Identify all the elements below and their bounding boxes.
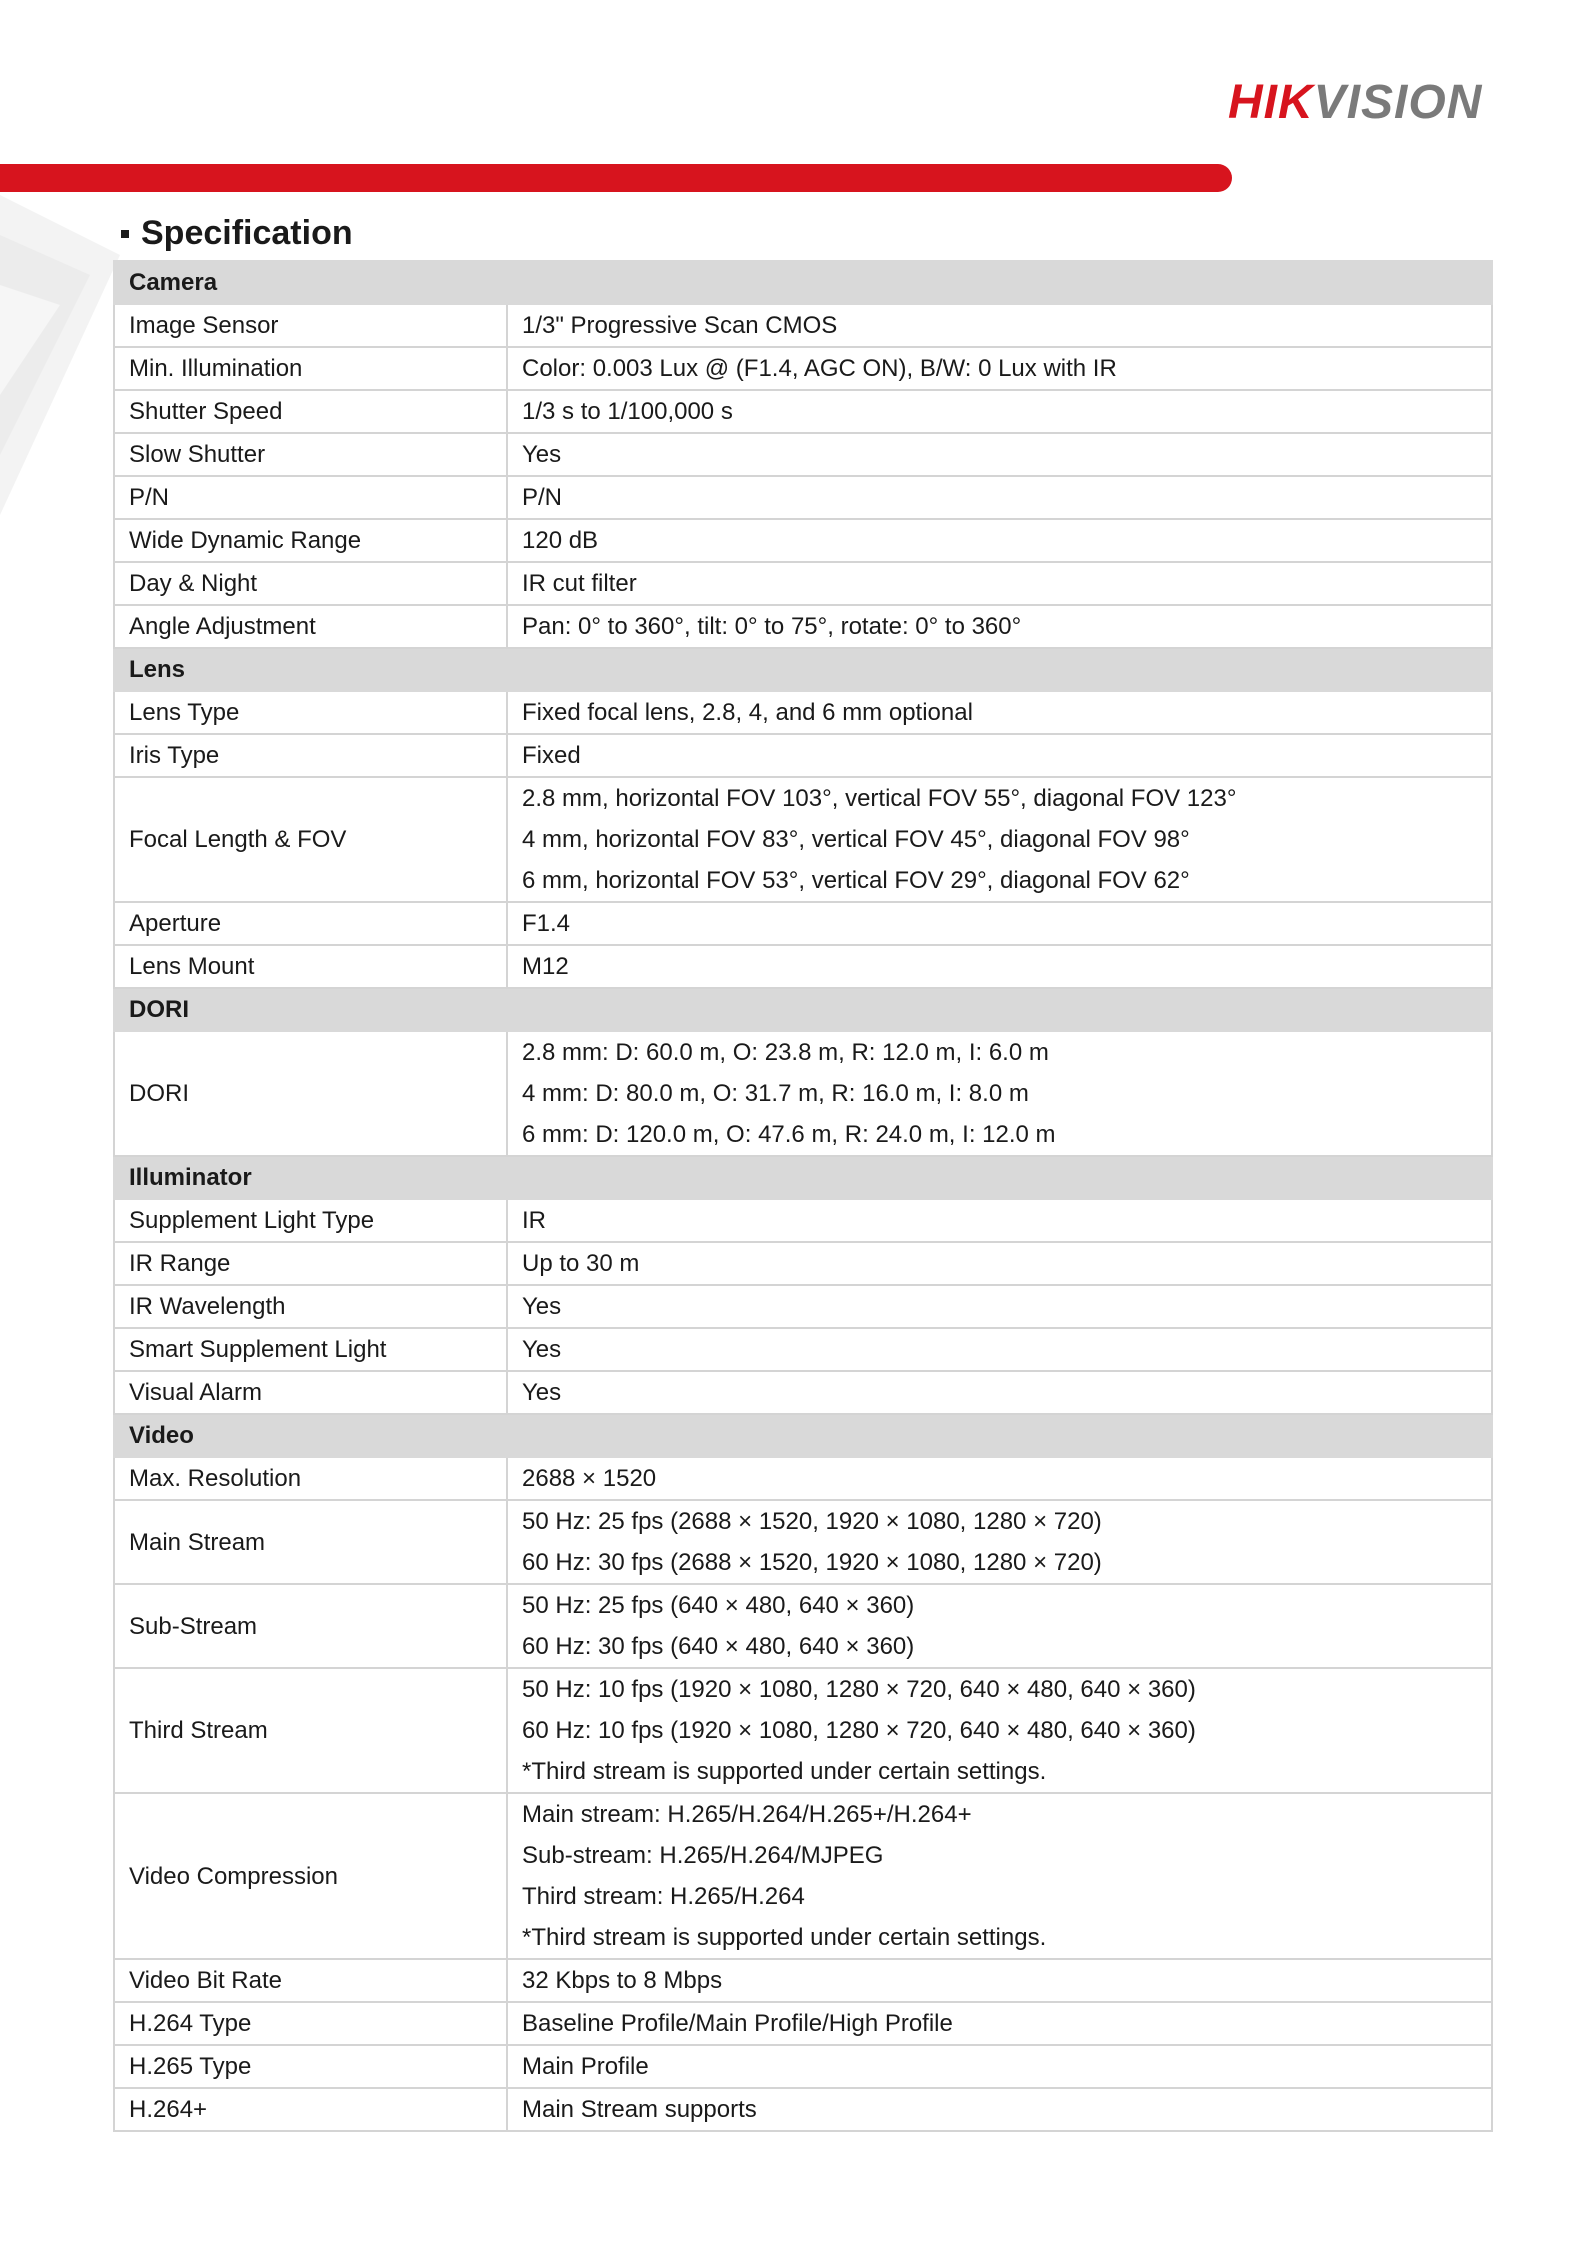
spec-value-line: Third stream: H.265/H.264 xyxy=(522,1883,805,1910)
section-row xyxy=(114,1156,1492,1199)
spec-label: Lens Mount xyxy=(114,945,507,988)
spec-label: Smart Supplement Light xyxy=(114,1328,507,1371)
table-row xyxy=(114,1285,1492,1328)
spec-value xyxy=(507,777,1492,902)
spec-value-line: 50 Hz: 25 fps (640 × 480, 640 × 360) xyxy=(522,1592,915,1619)
spec-label: Video Compression xyxy=(114,1793,507,1959)
spec-value-line: Up to 30 m xyxy=(522,1250,640,1277)
section-title: Lens xyxy=(114,648,1492,691)
spec-value xyxy=(507,1285,1492,1328)
spec-value-line: Fixed focal lens, 2.8, 4, and 6 mm optional xyxy=(522,699,973,726)
logo-vision: VISION xyxy=(1313,76,1483,129)
table-row xyxy=(114,1199,1492,1242)
spec-value xyxy=(507,2045,1492,2088)
spec-value-line: Sub-stream: H.265/H.264/MJPEG xyxy=(522,1842,884,1869)
spec-value xyxy=(507,1328,1492,1371)
spec-value-line: Yes xyxy=(522,1379,562,1406)
spec-value xyxy=(507,1371,1492,1414)
heading-text: Specification xyxy=(141,214,353,252)
table-row xyxy=(114,304,1492,347)
table-row xyxy=(114,390,1492,433)
spec-label: Supplement Light Type xyxy=(114,1199,507,1242)
spec-value-line: 60 Hz: 10 fps (1920 × 1080, 1280 × 720, 640 × 480, 640 × 360) xyxy=(522,1717,1196,1744)
table-row xyxy=(114,1668,1492,1793)
section-heading xyxy=(121,214,353,253)
spec-label: Visual Alarm xyxy=(114,1371,507,1414)
section-row xyxy=(114,1414,1492,1457)
watermark-graphic xyxy=(0,195,120,515)
spec-value-line: 50 Hz: 10 fps (1920 × 1080, 1280 × 720, 640 × 480, 640 × 360) xyxy=(522,1676,1196,1703)
spec-value-line: Main stream: H.265/H.264/H.265+/H.264+ xyxy=(522,1801,972,1828)
spec-value-line: 120 dB xyxy=(522,527,599,554)
table-row xyxy=(114,1457,1492,1500)
spec-label: Angle Adjustment xyxy=(114,605,507,648)
table-row xyxy=(114,433,1492,476)
spec-value xyxy=(507,1500,1492,1584)
spec-label: Sub-Stream xyxy=(114,1584,507,1668)
table-row xyxy=(114,902,1492,945)
table-row xyxy=(114,1584,1492,1668)
spec-value-line: 1/3 s to 1/100,000 s xyxy=(522,398,733,425)
spec-value-line: 2.8 mm: D: 60.0 m, O: 23.8 m, R: 12.0 m, I: 6.0 m xyxy=(522,1039,1049,1066)
spec-value xyxy=(507,734,1492,777)
table-row xyxy=(114,2088,1492,2131)
hikvision-logo xyxy=(1228,72,1528,132)
spec-value xyxy=(507,691,1492,734)
spec-label: Lens Type xyxy=(114,691,507,734)
spec-value-line: 32 Kbps to 8 Mbps xyxy=(522,1967,723,1994)
spec-value-line: P/N xyxy=(522,484,563,511)
spec-label: Image Sensor xyxy=(114,304,507,347)
section-row xyxy=(114,648,1492,691)
table-row xyxy=(114,605,1492,648)
spec-value-line: IR xyxy=(522,1207,546,1234)
spec-label: Wide Dynamic Range xyxy=(114,519,507,562)
spec-value xyxy=(507,2088,1492,2131)
table-row xyxy=(114,519,1492,562)
spec-label: Focal Length & FOV xyxy=(114,777,507,902)
table-row xyxy=(114,1328,1492,1371)
table-row xyxy=(114,347,1492,390)
spec-value xyxy=(507,476,1492,519)
spec-table xyxy=(113,260,1493,2132)
table-row xyxy=(114,2045,1492,2088)
section-row xyxy=(114,261,1492,304)
spec-label: H.264+ xyxy=(114,2088,507,2131)
section-row xyxy=(114,988,1492,1031)
section-title: DORI xyxy=(114,988,1492,1031)
heading-bullet xyxy=(121,230,129,238)
spec-value-line: Color: 0.003 Lux @ (F1.4, AGC ON), B/W: 0 Lux with IR xyxy=(522,355,1117,382)
spec-value-line: 1/3" Progressive Scan CMOS xyxy=(522,312,838,339)
table-row xyxy=(114,1500,1492,1584)
spec-label: Aperture xyxy=(114,902,507,945)
spec-label: Day & Night xyxy=(114,562,507,605)
table-row xyxy=(114,1959,1492,2002)
table-row xyxy=(114,476,1492,519)
spec-value-line: 50 Hz: 25 fps (2688 × 1520, 1920 × 1080, 1280 × 720) xyxy=(522,1508,1102,1535)
spec-value xyxy=(507,433,1492,476)
spec-value xyxy=(507,945,1492,988)
spec-value-line: *Third stream is supported under certain settings. xyxy=(522,1758,1047,1785)
spec-value-line: Fixed xyxy=(522,742,581,769)
spec-value xyxy=(507,1793,1492,1959)
spec-value xyxy=(507,304,1492,347)
table-row xyxy=(114,777,1492,902)
spec-label: H.265 Type xyxy=(114,2045,507,2088)
spec-value xyxy=(507,390,1492,433)
spec-value-line: F1.4 xyxy=(522,910,571,937)
spec-value xyxy=(507,519,1492,562)
table-row xyxy=(114,1793,1492,1959)
section-title: Video xyxy=(114,1414,1492,1457)
spec-value-line: 2.8 mm, horizontal FOV 103°, vertical FOV 55°, diagonal FOV 123° xyxy=(522,785,1237,812)
spec-value-line: 60 Hz: 30 fps (2688 × 1520, 1920 × 1080, 1280 × 720) xyxy=(522,1549,1102,1576)
spec-label: Iris Type xyxy=(114,734,507,777)
spec-value-line: Baseline Profile/Main Profile/High Profile xyxy=(522,2010,953,2037)
spec-value-line: M12 xyxy=(522,953,569,980)
spec-label: P/N xyxy=(114,476,507,519)
spec-value xyxy=(507,1959,1492,2002)
spec-value-line: 4 mm, horizontal FOV 83°, vertical FOV 45°, diagonal FOV 98° xyxy=(522,826,1190,853)
spec-value xyxy=(507,1242,1492,1285)
spec-value-line: *Third stream is supported under certain settings. xyxy=(522,1924,1047,1951)
spec-value xyxy=(507,347,1492,390)
table-row xyxy=(114,1371,1492,1414)
table-row xyxy=(114,2002,1492,2045)
spec-value-line: Yes xyxy=(522,441,562,468)
table-row xyxy=(114,734,1492,777)
spec-value xyxy=(507,1584,1492,1668)
spec-value xyxy=(507,1199,1492,1242)
spec-value xyxy=(507,1668,1492,1793)
spec-value-line: Main Stream supports xyxy=(522,2096,757,2123)
table-row xyxy=(114,1242,1492,1285)
spec-value-line: 6 mm, horizontal FOV 53°, vertical FOV 29°, diagonal FOV 62° xyxy=(522,867,1190,894)
svg-text:HIKVISION xyxy=(1228,76,1483,129)
spec-label: Slow Shutter xyxy=(114,433,507,476)
spec-label: IR Range xyxy=(114,1242,507,1285)
spec-label: DORI xyxy=(114,1031,507,1156)
spec-label: H.264 Type xyxy=(114,2002,507,2045)
spec-value xyxy=(507,902,1492,945)
spec-value-line: IR cut filter xyxy=(522,570,637,597)
spec-value-line: 6 mm: D: 120.0 m, O: 47.6 m, R: 24.0 m, I: 12.0 m xyxy=(522,1121,1056,1148)
table-row xyxy=(114,562,1492,605)
spec-label: Max. Resolution xyxy=(114,1457,507,1500)
spec-value-line: 2688 × 1520 xyxy=(522,1465,657,1492)
spec-label: IR Wavelength xyxy=(114,1285,507,1328)
table-row xyxy=(114,945,1492,988)
spec-label: Min. Illumination xyxy=(114,347,507,390)
logo-hik: HIK xyxy=(1228,76,1314,129)
spec-value-line: 4 mm: D: 80.0 m, O: 31.7 m, R: 16.0 m, I: 8.0 m xyxy=(522,1080,1029,1107)
spec-value xyxy=(507,562,1492,605)
table-row xyxy=(114,691,1492,734)
spec-label: Video Bit Rate xyxy=(114,1959,507,2002)
spec-label: Shutter Speed xyxy=(114,390,507,433)
section-title: Illuminator xyxy=(114,1156,1492,1199)
spec-value-line: Yes xyxy=(522,1293,562,1320)
spec-value-line: Main Profile xyxy=(522,2053,649,2080)
spec-value-line: Yes xyxy=(522,1336,562,1363)
header-red-bar xyxy=(0,164,1232,192)
spec-label: Third Stream xyxy=(114,1668,507,1793)
spec-value xyxy=(507,1457,1492,1500)
spec-value xyxy=(507,2002,1492,2045)
section-title: Camera xyxy=(114,261,1492,304)
spec-value-line: Pan: 0° to 360°, tilt: 0° to 75°, rotate: 0° to 360° xyxy=(522,613,1022,640)
table-row xyxy=(114,1031,1492,1156)
spec-value xyxy=(507,605,1492,648)
spec-label: Main Stream xyxy=(114,1500,507,1584)
spec-value xyxy=(507,1031,1492,1156)
spec-value-line: 60 Hz: 30 fps (640 × 480, 640 × 360) xyxy=(522,1633,915,1660)
